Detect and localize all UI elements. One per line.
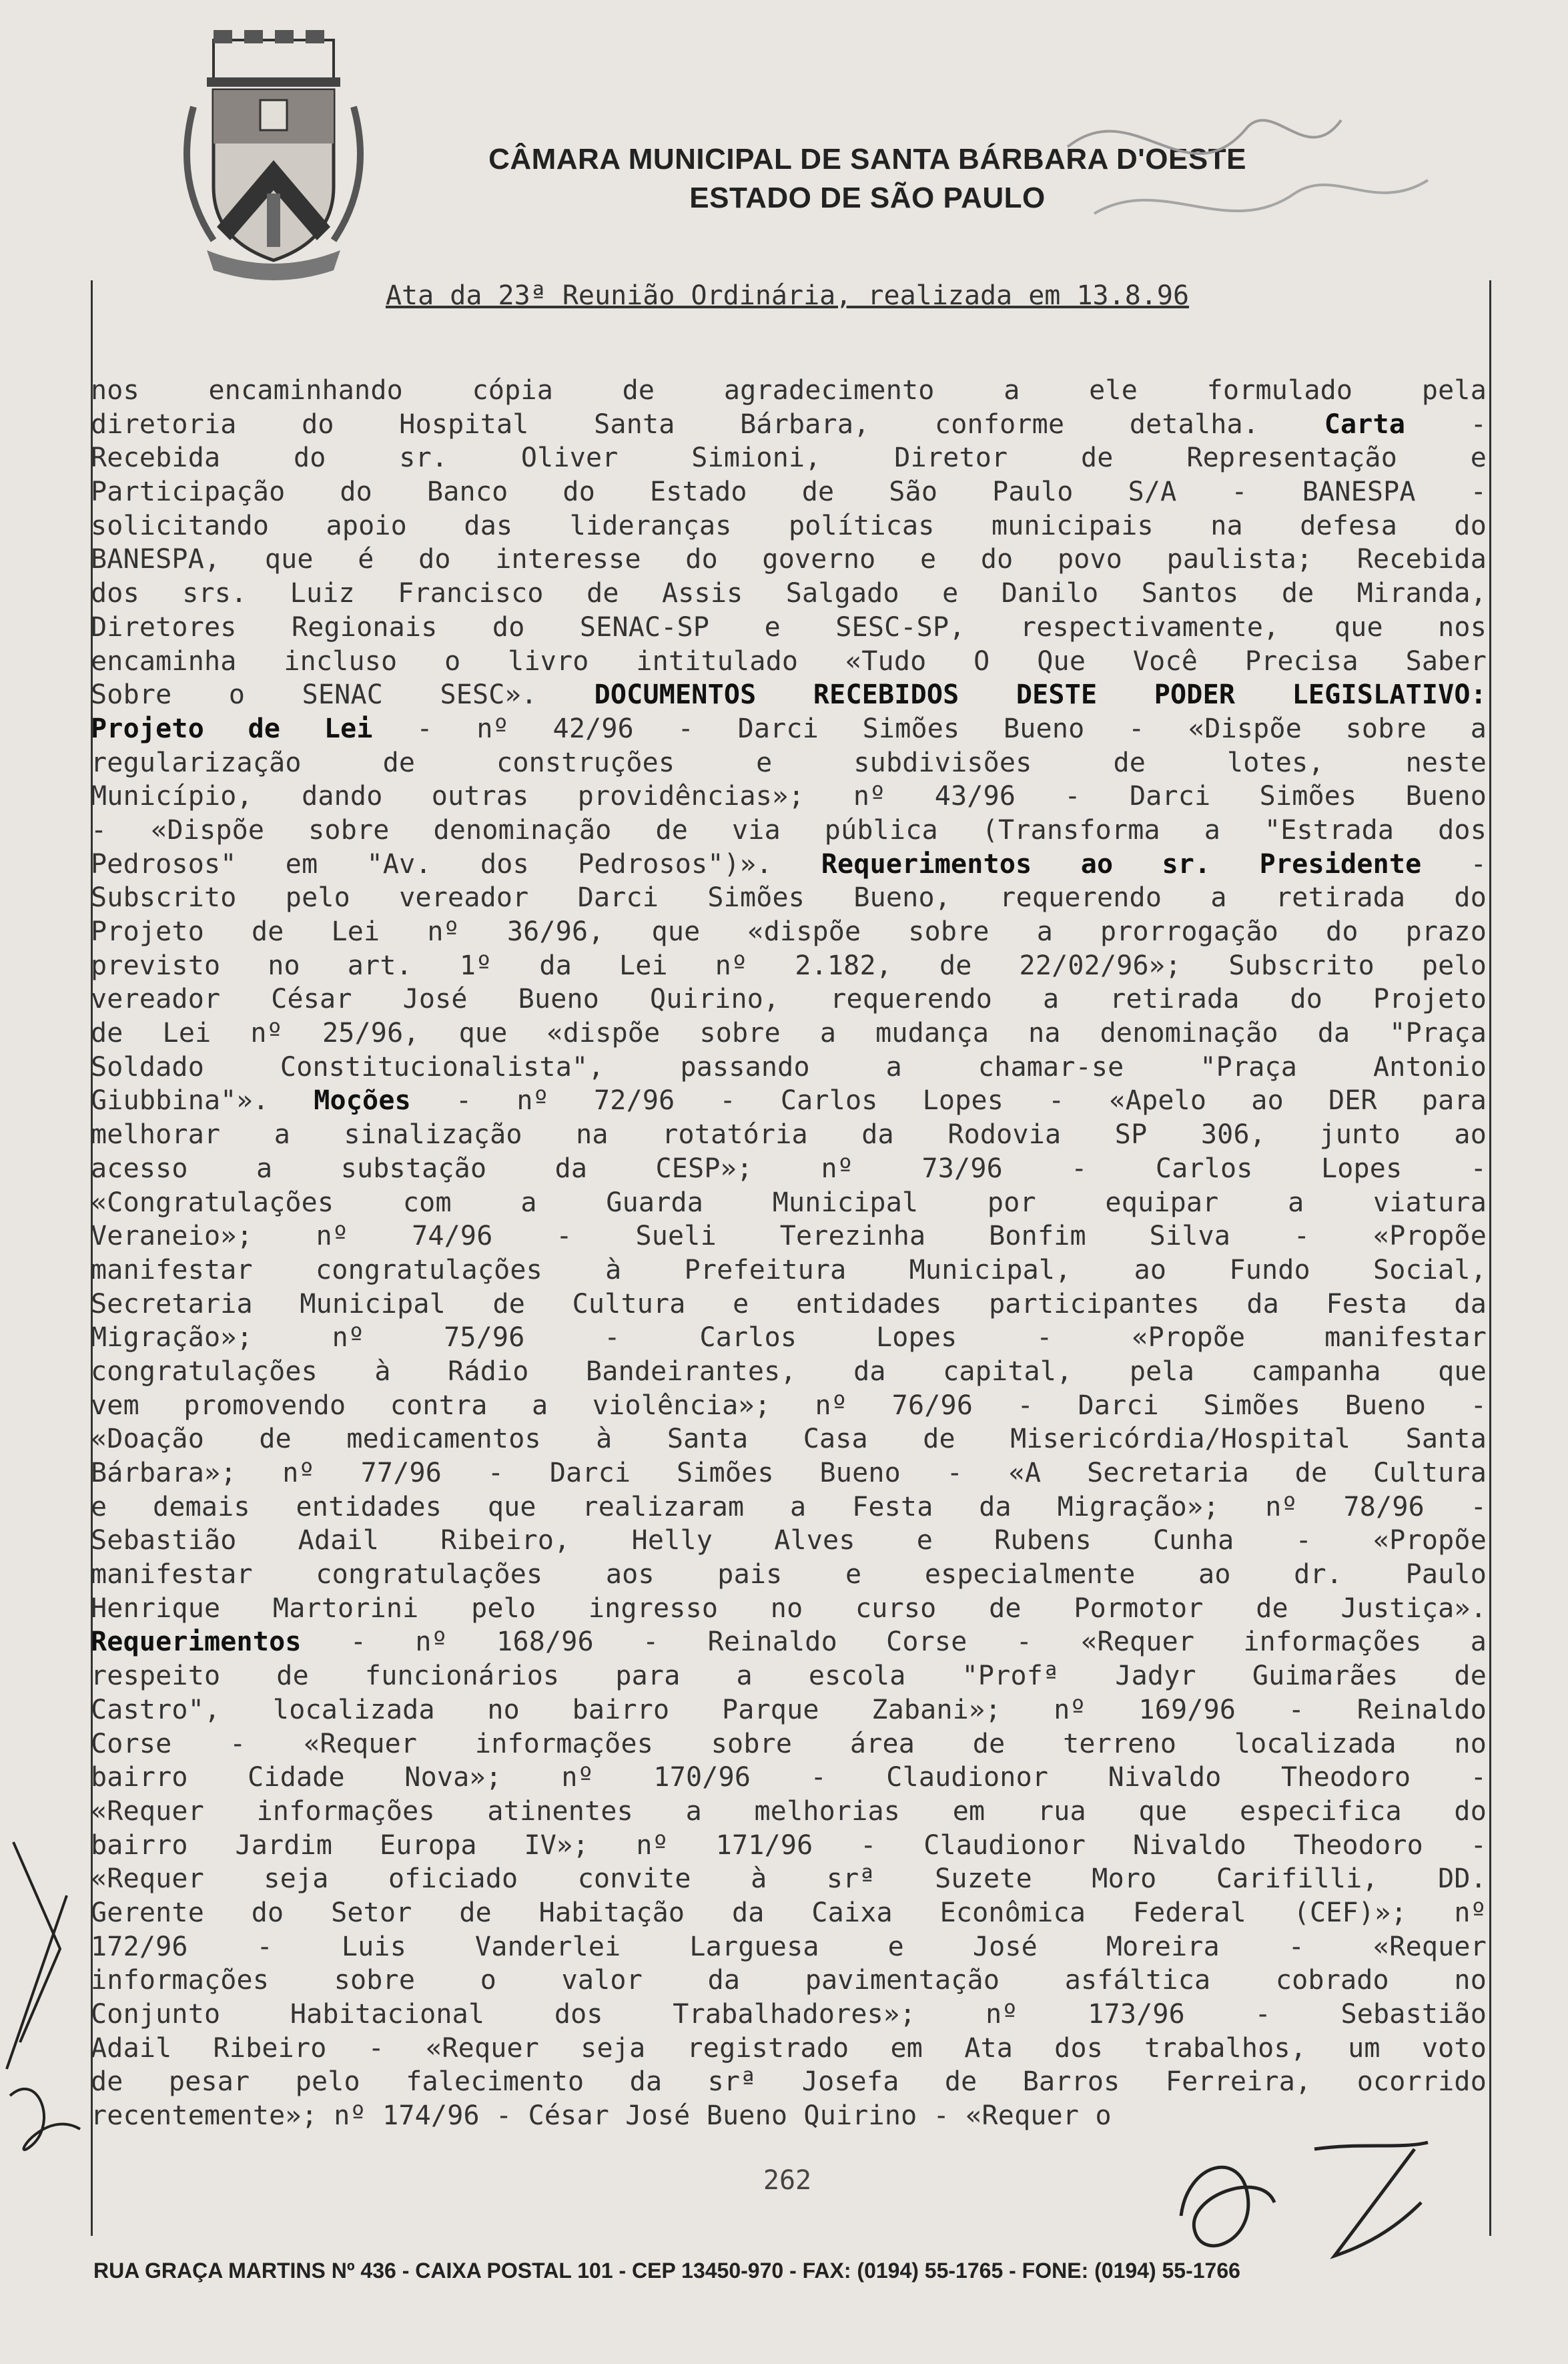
text-run: Gerente do Setor de Habitação da Caixa Econômica Federal (CEF)»; nº bbox=[91, 1897, 1487, 1928]
text-line bbox=[91, 1795, 1487, 1829]
text-line bbox=[91, 408, 1487, 442]
text-line bbox=[91, 1524, 1487, 1558]
text-run: BANESPA, que é do interesse do governo e do povo paulista; Recebida bbox=[91, 544, 1487, 575]
text-line bbox=[91, 1389, 1487, 1423]
text-line bbox=[91, 915, 1487, 949]
text-run: - nº 168/96 - Reinaldo Corse - «Requer informações a bbox=[301, 1627, 1487, 1658]
text-line bbox=[91, 848, 1487, 882]
bold-heading-run: DOCUMENTOS RECEBIDOS DESTE PODER LEGISLATIVO: bbox=[594, 679, 1487, 711]
text-line bbox=[91, 1456, 1487, 1490]
text-line bbox=[91, 543, 1487, 577]
text-run: Subscrito pelo vereador Darci Simões Bueno, requerendo a retirada do bbox=[91, 882, 1487, 914]
text-run: «Requer informações atinentes a melhorias em rua que especifica do bbox=[91, 1795, 1487, 1827]
text-run: 172/96 - Luis Vanderlei Larguesa e José Moreira - «Requer bbox=[91, 1931, 1487, 1962]
text-run: respeito de funcionários para a escola "Profª Jadyr Guimarães de bbox=[91, 1661, 1487, 1692]
text-line bbox=[91, 1964, 1487, 1998]
margin-signature-left bbox=[0, 1815, 93, 2162]
minutes-body bbox=[91, 374, 1487, 2133]
text-line bbox=[91, 1490, 1487, 1524]
text-line bbox=[91, 1896, 1487, 1930]
text-line bbox=[91, 1829, 1487, 1863]
bold-heading-run: Carta bbox=[1324, 408, 1406, 440]
text-run: Migração»; nº 75/96 - Carlos Lopes - «Propõe manifestar bbox=[91, 1322, 1487, 1354]
text-run: Henrique Martorini pelo ingresso no curso de Pormotor de Justiça». bbox=[91, 1592, 1487, 1624]
text-run: Município, dando outras providências»; nº 43/96 - Darci Simões Bueno bbox=[91, 781, 1487, 812]
text-run: Pedrosos" em "Av. dos Pedrosos")». bbox=[91, 848, 821, 880]
text-run: encaminha incluso o livro intitulado «Tudo O Que Você Precisa Saber bbox=[91, 645, 1487, 677]
text-line bbox=[91, 881, 1487, 915]
text-run: - nº 42/96 - Darci Simões Bueno - «Dispõe sobre a bbox=[372, 713, 1487, 744]
text-line bbox=[91, 1930, 1487, 1964]
text-run: - «Dispõe sobre denominação de via pública (Transforma a "Estrada dos bbox=[91, 814, 1487, 846]
text-run: manifestar congratulações à Prefeitura Municipal, ao Fundo Social, bbox=[91, 1254, 1487, 1285]
text-run: Castro", localizada no bairro Parque Zabani»; nº 169/96 - Reinaldo bbox=[91, 1694, 1487, 1725]
text-run: manifestar congratulações aos pais e especialmente ao dr. Paulo bbox=[91, 1559, 1487, 1590]
initials-signature-bottom bbox=[1161, 2122, 1455, 2283]
text-line bbox=[91, 2032, 1487, 2066]
state-name: ESTADO DE SÃO PAULO bbox=[689, 182, 1046, 214]
text-line bbox=[91, 678, 1487, 712]
text-run: - bbox=[1421, 848, 1487, 880]
text-run: solicitando apoio das lideranças políticas municipais na defesa do bbox=[91, 510, 1487, 541]
text-line bbox=[91, 1761, 1487, 1795]
text-run: Conjunto Habitacional dos Trabalhadores»; nº 173/96 - Sebastião bbox=[91, 1999, 1487, 2030]
text-run: Diretores Regionais do SENAC-SP e SESC-SP, respectivamente, que nos bbox=[91, 611, 1487, 643]
text-line bbox=[91, 814, 1487, 848]
bold-heading-run: Moções bbox=[314, 1085, 411, 1117]
text-line bbox=[91, 374, 1487, 408]
text-run: regularização de construções e subdivisões de lotes, neste bbox=[91, 747, 1487, 778]
text-run: Projeto de Lei nº 36/96, que «dispõe sobre a prorrogação do prazo bbox=[91, 916, 1487, 947]
text-line bbox=[91, 1253, 1487, 1287]
text-run: bairro Cidade Nova»; nº 170/96 - Claudionor Nivaldo Theodoro - bbox=[91, 1762, 1487, 1793]
text-line bbox=[91, 475, 1487, 509]
text-line bbox=[91, 1693, 1487, 1727]
text-run: e demais entidades que realizaram a Festa da Migração»; nº 78/96 - bbox=[91, 1491, 1487, 1522]
text-line bbox=[91, 1862, 1487, 1896]
bold-heading-run: Projeto de Lei bbox=[91, 713, 373, 744]
text-run: Participação do Banco do Estado de São Paulo S/A - BANESPA - bbox=[91, 477, 1487, 508]
text-line bbox=[91, 1287, 1487, 1321]
text-line bbox=[91, 1659, 1487, 1693]
text-run: vereador César José Bueno Quirino, requerendo a retirada do Projeto bbox=[91, 984, 1487, 1015]
text-run: bairro Jardim Europa IV»; nº 171/96 - Claudionor Nivaldo Theodoro - bbox=[91, 1829, 1487, 1861]
chamber-name: CÂMARA MUNICIPAL DE SANTA BÁRBARA D'OESTE bbox=[488, 143, 1246, 176]
text-run: nos encaminhando cópia de agradecimento a ele formulado pela bbox=[91, 375, 1487, 406]
text-line bbox=[91, 780, 1487, 814]
text-line bbox=[91, 441, 1487, 475]
text-run: Bárbara»; nº 77/96 - Darci Simões Bueno - «A Secretaria de Cultura bbox=[91, 1458, 1487, 1488]
text-run: de pesar pelo falecimento da srª Josefa de Barros Ferreira, ocorrido bbox=[91, 2066, 1487, 2098]
text-line bbox=[91, 1118, 1487, 1152]
text-run: «Doação de medicamentos à Santa Casa de Misericórdia/Hospital Santa bbox=[91, 1424, 1487, 1455]
text-run: dos srs. Luiz Francisco de Assis Salgado e Danilo Santos de Miranda, bbox=[91, 578, 1487, 609]
text-run: Secretaria Municipal de Cultura e entidades participantes da Festa da bbox=[91, 1288, 1487, 1319]
bold-heading-run: Requerimentos bbox=[91, 1627, 302, 1658]
right-margin-rule bbox=[1489, 280, 1491, 2236]
text-run: Veraneio»; nº 74/96 - Sueli Terezinha Bonfim Silva - «Propõe bbox=[91, 1221, 1487, 1252]
municipal-coat-of-arms-icon bbox=[167, 27, 380, 280]
text-run: «Congratulações com a Guarda Municipal por equipar a viatura bbox=[91, 1187, 1487, 1218]
text-run: Corse - «Requer informações sobre área de terreno localizada no bbox=[91, 1728, 1487, 1759]
text-run: vem promovendo contra a violência»; nº 76/96 - Darci Simões Bueno - bbox=[91, 1390, 1487, 1421]
text-run: previsto no art. 1º da Lei nº 2.182, de 22/02/96»; Subscrito pelo bbox=[91, 950, 1487, 981]
text-line bbox=[91, 1186, 1487, 1220]
text-line bbox=[91, 1625, 1487, 1659]
text-run: Adail Ribeiro - «Requer seja registrado em Ata dos trabalhos, um voto bbox=[91, 2032, 1487, 2064]
text-line bbox=[91, 1152, 1487, 1186]
text-run: Sobre o SENAC SESC». bbox=[91, 679, 595, 711]
text-line bbox=[91, 1592, 1487, 1626]
page-number: 262 bbox=[763, 2165, 812, 2196]
text-run: acesso a substação da CESP»; nº 73/96 - Carlos Lopes - bbox=[91, 1153, 1487, 1184]
text-line bbox=[91, 1016, 1487, 1051]
text-run: Sebastião Adail Ribeiro, Helly Alves e Rubens Cunha - «Propõe bbox=[91, 1525, 1487, 1556]
text-line bbox=[91, 1219, 1487, 1253]
text-run: - nº 72/96 - Carlos Lopes - «Apelo ao DER para bbox=[410, 1085, 1487, 1117]
text-run: Soldado Constitucionalista", passando a chamar-se "Praça Antonio bbox=[91, 1051, 1487, 1083]
text-line bbox=[91, 1558, 1487, 1592]
text-run: de Lei nº 25/96, que «dispõe sobre a mudança na denominação da "Praça bbox=[91, 1018, 1487, 1049]
text-line bbox=[91, 1422, 1487, 1456]
text-line bbox=[91, 1727, 1487, 1761]
text-run: Giubbina"». bbox=[91, 1085, 314, 1117]
text-line bbox=[91, 982, 1487, 1016]
text-run: congratulações à Rádio Bandeirantes, da capital, pela campanha que bbox=[91, 1356, 1487, 1387]
text-line bbox=[91, 1355, 1487, 1389]
bold-heading-run: Requerimentos ao sr. Presidente bbox=[821, 848, 1422, 880]
text-line bbox=[91, 2065, 1487, 2099]
text-run: diretoria do Hospital Santa Bárbara, conforme detalha. bbox=[91, 408, 1324, 440]
text-line bbox=[91, 1321, 1487, 1355]
text-line bbox=[91, 645, 1487, 679]
text-line bbox=[91, 577, 1487, 611]
text-line bbox=[91, 1051, 1487, 1085]
text-line bbox=[91, 949, 1487, 983]
text-run: Recebida do sr. Oliver Simioni, Diretor de Representação e bbox=[91, 442, 1487, 474]
text-run: «Requer seja oficiado convite à srª Suzete Moro Carifilli, DD. bbox=[91, 1863, 1487, 1895]
text-run: recentemente»; nº 174/96 - César José Bueno Quirino - «Requer o bbox=[91, 2100, 1112, 2132]
text-line bbox=[91, 509, 1487, 543]
text-line bbox=[91, 712, 1487, 746]
text-line bbox=[91, 1084, 1487, 1118]
text-run: - bbox=[1405, 408, 1487, 440]
text-line bbox=[91, 746, 1487, 780]
session-title: Ata da 23ª Reunião Ordinária, realizada em 13.8.96 bbox=[385, 280, 1190, 311]
address-footer: RUA GRAÇA MARTINS Nº 436 - CAIXA POSTAL 101 - CEP 13450-970 - FAX: (0194) 55-1765 - FONE: (0194) 55-1766 bbox=[93, 2259, 1240, 2283]
text-line bbox=[91, 1998, 1487, 2032]
text-line bbox=[91, 611, 1487, 645]
text-run: informações sobre o valor da pavimentação asfáltica cobrado no bbox=[91, 1965, 1487, 1996]
signature-marks-top bbox=[1054, 67, 1455, 267]
text-run: melhorar a sinalização na rotatória da Rodovia SP 306, junto ao bbox=[91, 1119, 1487, 1151]
